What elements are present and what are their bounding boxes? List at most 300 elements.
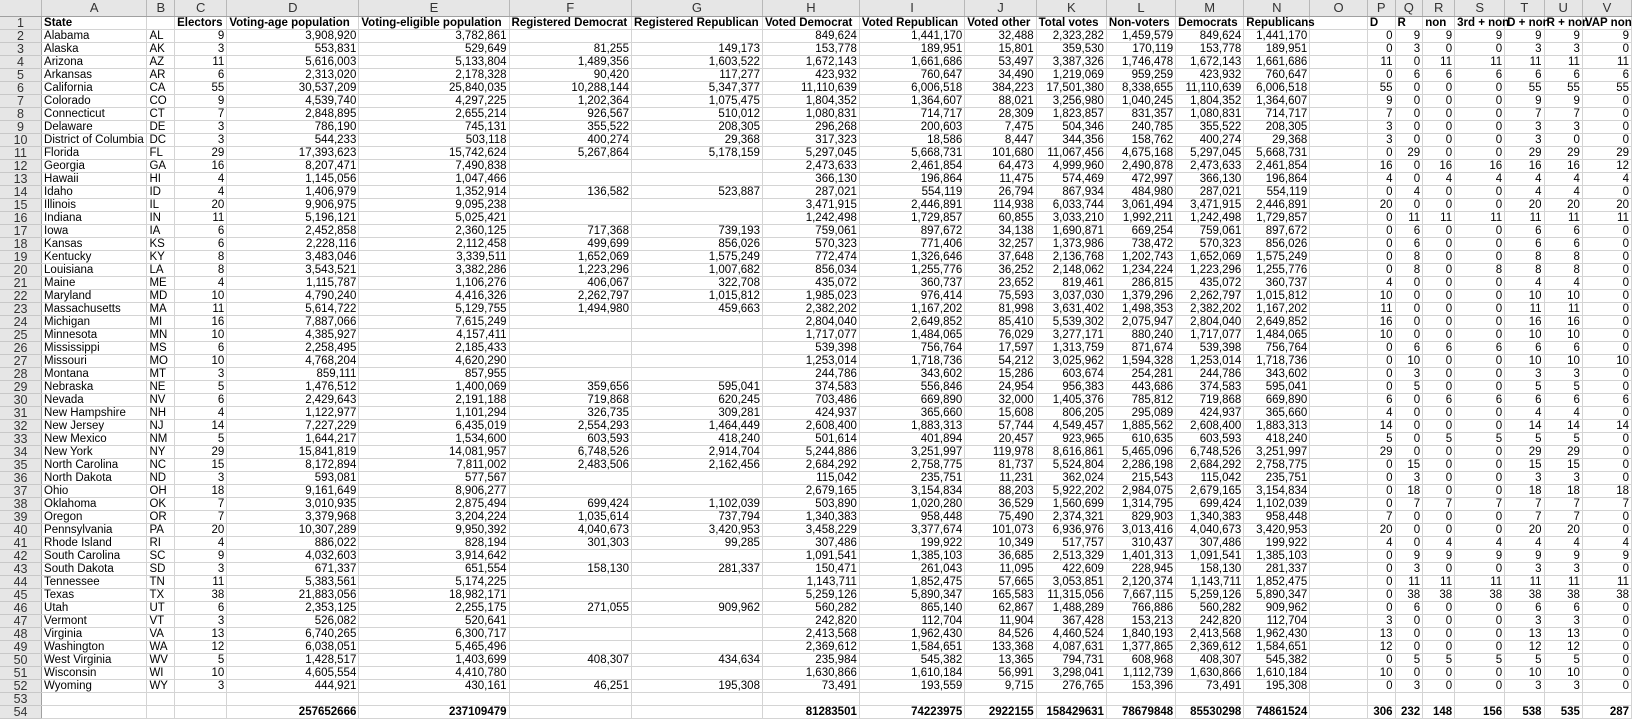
cell-t44[interactable]: 11 <box>1505 575 1544 588</box>
cell-n43[interactable]: 281,337 <box>1244 562 1310 575</box>
cell-d23[interactable]: 5,614,722 <box>227 302 359 315</box>
cell-o38[interactable] <box>1310 497 1368 510</box>
cell-l50[interactable]: 608,968 <box>1106 653 1175 666</box>
cell-b19[interactable]: KY <box>147 250 175 263</box>
cell-r26[interactable]: 6 <box>1423 341 1455 354</box>
row-header[interactable]: 14 <box>0 185 42 198</box>
cell-j38[interactable]: 36,529 <box>965 497 1036 510</box>
cell-t38[interactable]: 7 <box>1505 497 1544 510</box>
cell-s21[interactable]: 0 <box>1455 276 1505 289</box>
cell-p40[interactable]: 20 <box>1367 523 1395 536</box>
cell-t36[interactable]: 3 <box>1505 471 1544 484</box>
cell-e52[interactable]: 430,161 <box>359 679 509 692</box>
cell-l30[interactable]: 785,812 <box>1106 393 1175 406</box>
column-header-n[interactable]: N <box>1244 0 1310 16</box>
cell-d50[interactable]: 1,428,517 <box>227 653 359 666</box>
cell-u12[interactable]: 16 <box>1544 159 1582 172</box>
cell-m48[interactable]: 2,413,568 <box>1176 627 1244 640</box>
cell-v12[interactable]: 12 <box>1582 159 1631 172</box>
cell-h27[interactable]: 1,253,014 <box>762 354 859 367</box>
cell-d39[interactable]: 3,379,968 <box>227 510 359 523</box>
row-header[interactable]: 3 <box>0 42 42 55</box>
cell-b22[interactable]: MD <box>147 289 175 302</box>
cell-e45[interactable]: 18,982,171 <box>359 588 509 601</box>
cell-p30[interactable]: 6 <box>1367 393 1395 406</box>
cell-m13[interactable]: 366,130 <box>1176 172 1244 185</box>
cell-l40[interactable]: 3,013,416 <box>1106 523 1175 536</box>
cell-t48[interactable]: 13 <box>1505 627 1544 640</box>
cell-u37[interactable]: 18 <box>1544 484 1582 497</box>
cell-o48[interactable] <box>1310 627 1368 640</box>
cell-v41[interactable]: 4 <box>1582 536 1631 549</box>
cell-e16[interactable]: 5,025,421 <box>359 211 509 224</box>
cell-j16[interactable]: 60,855 <box>965 211 1036 224</box>
cell-k38[interactable]: 1,560,699 <box>1036 497 1106 510</box>
cell-v53[interactable] <box>1582 692 1631 705</box>
cell-a44[interactable]: Tennessee <box>42 575 147 588</box>
cell-n26[interactable]: 756,764 <box>1244 341 1310 354</box>
cell-p22[interactable]: 10 <box>1367 289 1395 302</box>
cell-u27[interactable]: 10 <box>1544 354 1582 367</box>
cell-o47[interactable] <box>1310 614 1368 627</box>
cell-c1[interactable]: Electors <box>175 16 227 29</box>
cell-s48[interactable]: 0 <box>1455 627 1505 640</box>
cell-r8[interactable]: 0 <box>1423 107 1455 120</box>
cell-k37[interactable]: 5,922,202 <box>1036 484 1106 497</box>
cell-v47[interactable]: 0 <box>1582 614 1631 627</box>
cell-h44[interactable]: 1,143,711 <box>762 575 859 588</box>
cell-e2[interactable]: 3,782,861 <box>359 29 509 42</box>
cell-e21[interactable]: 1,106,276 <box>359 276 509 289</box>
cell-d40[interactable]: 10,307,289 <box>227 523 359 536</box>
cell-i43[interactable]: 261,043 <box>859 562 964 575</box>
cell-q17[interactable]: 6 <box>1395 224 1423 237</box>
cell-a46[interactable]: Utah <box>42 601 147 614</box>
cell-f11[interactable]: 5,267,864 <box>509 146 631 159</box>
cell-n12[interactable]: 2,461,854 <box>1244 159 1310 172</box>
cell-d48[interactable]: 6,740,265 <box>227 627 359 640</box>
cell-d26[interactable]: 2,258,495 <box>227 341 359 354</box>
cell-j20[interactable]: 36,252 <box>965 263 1036 276</box>
cell-m5[interactable]: 423,932 <box>1176 68 1244 81</box>
cell-e13[interactable]: 1,047,466 <box>359 172 509 185</box>
cell-e3[interactable]: 529,649 <box>359 42 509 55</box>
cell-p21[interactable]: 4 <box>1367 276 1395 289</box>
row-header[interactable]: 38 <box>0 497 42 510</box>
cell-r27[interactable]: 0 <box>1423 354 1455 367</box>
cell-g1[interactable]: Registered Republican <box>631 16 762 29</box>
cell-a39[interactable]: Oregon <box>42 510 147 523</box>
cell-u54[interactable]: 535 <box>1544 705 1582 718</box>
cell-k28[interactable]: 603,674 <box>1036 367 1106 380</box>
cell-u30[interactable]: 6 <box>1544 393 1582 406</box>
cell-l37[interactable]: 2,984,075 <box>1106 484 1175 497</box>
cell-l1[interactable]: Non-voters <box>1106 16 1175 29</box>
cell-i28[interactable]: 343,602 <box>859 367 964 380</box>
cell-p43[interactable]: 0 <box>1367 562 1395 575</box>
cell-a7[interactable]: Colorado <box>42 94 147 107</box>
cell-n36[interactable]: 235,751 <box>1244 471 1310 484</box>
cell-a30[interactable]: Nevada <box>42 393 147 406</box>
cell-b8[interactable]: CT <box>147 107 175 120</box>
cell-f8[interactable]: 926,567 <box>509 107 631 120</box>
cell-d19[interactable]: 3,483,046 <box>227 250 359 263</box>
cell-a23[interactable]: Massachusetts <box>42 302 147 315</box>
cell-e43[interactable]: 651,554 <box>359 562 509 575</box>
row-header[interactable]: 44 <box>0 575 42 588</box>
cell-g6[interactable]: 5,347,377 <box>631 81 762 94</box>
cell-c25[interactable]: 10 <box>175 328 227 341</box>
cell-i47[interactable]: 112,704 <box>859 614 964 627</box>
cell-g43[interactable]: 281,337 <box>631 562 762 575</box>
cell-b2[interactable]: AL <box>147 29 175 42</box>
cell-d10[interactable]: 544,233 <box>227 133 359 146</box>
cell-m16[interactable]: 1,242,498 <box>1176 211 1244 224</box>
cell-k15[interactable]: 6,033,744 <box>1036 198 1106 211</box>
cell-t42[interactable]: 9 <box>1505 549 1544 562</box>
cell-a45[interactable]: Texas <box>42 588 147 601</box>
cell-p46[interactable]: 0 <box>1367 601 1395 614</box>
cell-l48[interactable]: 1,840,193 <box>1106 627 1175 640</box>
cell-r14[interactable]: 0 <box>1423 185 1455 198</box>
cell-l16[interactable]: 1,992,211 <box>1106 211 1175 224</box>
cell-f25[interactable] <box>509 328 631 341</box>
cell-f27[interactable] <box>509 354 631 367</box>
cell-e17[interactable]: 2,360,125 <box>359 224 509 237</box>
column-header-r[interactable]: R <box>1423 0 1455 16</box>
cell-l3[interactable]: 170,119 <box>1106 42 1175 55</box>
cell-r52[interactable]: 0 <box>1423 679 1455 692</box>
cell-q10[interactable]: 0 <box>1395 133 1423 146</box>
row-header[interactable]: 39 <box>0 510 42 523</box>
cell-s36[interactable]: 0 <box>1455 471 1505 484</box>
cell-j2[interactable]: 32,488 <box>965 29 1036 42</box>
cell-j24[interactable]: 85,410 <box>965 315 1036 328</box>
cell-o9[interactable] <box>1310 120 1368 133</box>
cell-j9[interactable]: 7,475 <box>965 120 1036 133</box>
cell-g53[interactable] <box>631 692 762 705</box>
cell-i20[interactable]: 1,255,776 <box>859 263 964 276</box>
cell-b33[interactable]: NM <box>147 432 175 445</box>
cell-e31[interactable]: 1,101,294 <box>359 406 509 419</box>
cell-k39[interactable]: 2,374,321 <box>1036 510 1106 523</box>
cell-c14[interactable]: 4 <box>175 185 227 198</box>
cell-u48[interactable]: 13 <box>1544 627 1582 640</box>
cell-s27[interactable]: 0 <box>1455 354 1505 367</box>
cell-c24[interactable]: 16 <box>175 315 227 328</box>
cell-b21[interactable]: ME <box>147 276 175 289</box>
cell-h23[interactable]: 2,382,202 <box>762 302 859 315</box>
cell-m15[interactable]: 3,471,915 <box>1176 198 1244 211</box>
row-header[interactable]: 27 <box>0 354 42 367</box>
cell-l31[interactable]: 295,089 <box>1106 406 1175 419</box>
cell-g47[interactable] <box>631 614 762 627</box>
cell-l54[interactable]: 78679848 <box>1106 705 1175 718</box>
cell-o6[interactable] <box>1310 81 1368 94</box>
row-header[interactable]: 16 <box>0 211 42 224</box>
cell-k12[interactable]: 4,999,960 <box>1036 159 1106 172</box>
cell-s15[interactable]: 0 <box>1455 198 1505 211</box>
cell-j47[interactable]: 11,904 <box>965 614 1036 627</box>
cell-p13[interactable]: 4 <box>1367 172 1395 185</box>
cell-n15[interactable]: 2,446,891 <box>1244 198 1310 211</box>
cell-j25[interactable]: 76,029 <box>965 328 1036 341</box>
cell-m9[interactable]: 355,522 <box>1176 120 1244 133</box>
cell-o34[interactable] <box>1310 445 1368 458</box>
cell-h50[interactable]: 235,984 <box>762 653 859 666</box>
cell-r6[interactable]: 0 <box>1423 81 1455 94</box>
cell-h25[interactable]: 1,717,077 <box>762 328 859 341</box>
cell-l52[interactable]: 153,396 <box>1106 679 1175 692</box>
cell-t5[interactable]: 6 <box>1505 68 1544 81</box>
cell-o50[interactable] <box>1310 653 1368 666</box>
cell-k50[interactable]: 794,731 <box>1036 653 1106 666</box>
cell-t46[interactable]: 6 <box>1505 601 1544 614</box>
cell-t8[interactable]: 7 <box>1505 107 1544 120</box>
cell-u31[interactable]: 4 <box>1544 406 1582 419</box>
cell-f36[interactable] <box>509 471 631 484</box>
cell-m51[interactable]: 1,630,866 <box>1176 666 1244 679</box>
cell-s35[interactable]: 0 <box>1455 458 1505 471</box>
cell-q14[interactable]: 4 <box>1395 185 1423 198</box>
cell-m42[interactable]: 1,091,541 <box>1176 549 1244 562</box>
cell-p32[interactable]: 14 <box>1367 419 1395 432</box>
cell-g28[interactable] <box>631 367 762 380</box>
cell-i16[interactable]: 1,729,857 <box>859 211 964 224</box>
cell-d24[interactable]: 7,887,066 <box>227 315 359 328</box>
cell-d29[interactable]: 1,476,512 <box>227 380 359 393</box>
cell-l28[interactable]: 254,281 <box>1106 367 1175 380</box>
cell-u15[interactable]: 20 <box>1544 198 1582 211</box>
cell-u35[interactable]: 15 <box>1544 458 1582 471</box>
column-header-q[interactable]: Q <box>1395 0 1423 16</box>
cell-p7[interactable]: 9 <box>1367 94 1395 107</box>
select-all-corner[interactable] <box>0 0 42 16</box>
cell-h3[interactable]: 153,778 <box>762 42 859 55</box>
cell-i27[interactable]: 1,718,736 <box>859 354 964 367</box>
cell-r1[interactable]: non <box>1423 16 1455 29</box>
cell-s14[interactable]: 0 <box>1455 185 1505 198</box>
cell-n29[interactable]: 595,041 <box>1244 380 1310 393</box>
cell-b10[interactable]: DC <box>147 133 175 146</box>
cell-f40[interactable]: 4,040,673 <box>509 523 631 536</box>
row-header[interactable]: 9 <box>0 120 42 133</box>
cell-n30[interactable]: 669,890 <box>1244 393 1310 406</box>
column-header-v[interactable]: V <box>1582 0 1631 16</box>
cell-i6[interactable]: 6,006,518 <box>859 81 964 94</box>
cell-a33[interactable]: New Mexico <box>42 432 147 445</box>
cell-c15[interactable]: 20 <box>175 198 227 211</box>
cell-b15[interactable]: IL <box>147 198 175 211</box>
cell-l27[interactable]: 1,594,328 <box>1106 354 1175 367</box>
cell-f50[interactable]: 408,307 <box>509 653 631 666</box>
cell-n2[interactable]: 1,441,170 <box>1244 29 1310 42</box>
cell-f54[interactable] <box>509 705 631 718</box>
cell-g42[interactable] <box>631 549 762 562</box>
cell-o41[interactable] <box>1310 536 1368 549</box>
cell-e54[interactable]: 237109479 <box>359 705 509 718</box>
cell-f13[interactable] <box>509 172 631 185</box>
cell-p16[interactable]: 0 <box>1367 211 1395 224</box>
cell-h19[interactable]: 772,474 <box>762 250 859 263</box>
cell-b46[interactable]: UT <box>147 601 175 614</box>
cell-l20[interactable]: 1,234,224 <box>1106 263 1175 276</box>
cell-m12[interactable]: 2,473,633 <box>1176 159 1244 172</box>
cell-s39[interactable]: 0 <box>1455 510 1505 523</box>
row-header[interactable]: 19 <box>0 250 42 263</box>
cell-c45[interactable]: 38 <box>175 588 227 601</box>
cell-f20[interactable]: 1,223,296 <box>509 263 631 276</box>
cell-l41[interactable]: 310,437 <box>1106 536 1175 549</box>
cell-k47[interactable]: 367,428 <box>1036 614 1106 627</box>
cell-m44[interactable]: 1,143,711 <box>1176 575 1244 588</box>
cell-g12[interactable] <box>631 159 762 172</box>
cell-o12[interactable] <box>1310 159 1368 172</box>
cell-r11[interactable]: 0 <box>1423 146 1455 159</box>
cell-l49[interactable]: 1,377,865 <box>1106 640 1175 653</box>
cell-d20[interactable]: 3,543,521 <box>227 263 359 276</box>
cell-o3[interactable] <box>1310 42 1368 55</box>
cell-k53[interactable] <box>1036 692 1106 705</box>
cell-t7[interactable]: 9 <box>1505 94 1544 107</box>
cell-a28[interactable]: Montana <box>42 367 147 380</box>
cell-n4[interactable]: 1,661,686 <box>1244 55 1310 68</box>
cell-k42[interactable]: 2,513,329 <box>1036 549 1106 562</box>
cell-h14[interactable]: 287,021 <box>762 185 859 198</box>
cell-q23[interactable]: 0 <box>1395 302 1423 315</box>
cell-h46[interactable]: 560,282 <box>762 601 859 614</box>
cell-n33[interactable]: 418,240 <box>1244 432 1310 445</box>
cell-d38[interactable]: 3,010,935 <box>227 497 359 510</box>
cell-m45[interactable]: 5,259,126 <box>1176 588 1244 601</box>
cell-h42[interactable]: 1,091,541 <box>762 549 859 562</box>
cell-l45[interactable]: 7,667,115 <box>1106 588 1175 601</box>
cell-c41[interactable]: 4 <box>175 536 227 549</box>
cell-m3[interactable]: 153,778 <box>1176 42 1244 55</box>
cell-j35[interactable]: 81,737 <box>965 458 1036 471</box>
row-header[interactable]: 6 <box>0 81 42 94</box>
cell-h8[interactable]: 1,080,831 <box>762 107 859 120</box>
cell-j14[interactable]: 26,794 <box>965 185 1036 198</box>
cell-h29[interactable]: 374,583 <box>762 380 859 393</box>
cell-h38[interactable]: 503,890 <box>762 497 859 510</box>
cell-s51[interactable]: 0 <box>1455 666 1505 679</box>
cell-s45[interactable]: 38 <box>1455 588 1505 601</box>
cell-e1[interactable]: Voting-eligible population <box>359 16 509 29</box>
cell-s28[interactable]: 0 <box>1455 367 1505 380</box>
cell-p52[interactable]: 0 <box>1367 679 1395 692</box>
row-header[interactable]: 41 <box>0 536 42 549</box>
cell-s5[interactable]: 6 <box>1455 68 1505 81</box>
cell-m22[interactable]: 2,262,797 <box>1176 289 1244 302</box>
cell-s12[interactable]: 16 <box>1455 159 1505 172</box>
cell-r25[interactable]: 0 <box>1423 328 1455 341</box>
cell-s43[interactable]: 0 <box>1455 562 1505 575</box>
cell-i26[interactable]: 756,764 <box>859 341 964 354</box>
row-header[interactable]: 18 <box>0 237 42 250</box>
cell-c17[interactable]: 6 <box>175 224 227 237</box>
cell-p9[interactable]: 3 <box>1367 120 1395 133</box>
cell-t29[interactable]: 5 <box>1505 380 1544 393</box>
cell-j45[interactable]: 165,583 <box>965 588 1036 601</box>
cell-f52[interactable]: 46,251 <box>509 679 631 692</box>
cell-q22[interactable]: 0 <box>1395 289 1423 302</box>
cell-e37[interactable]: 8,906,277 <box>359 484 509 497</box>
cell-e8[interactable]: 2,655,214 <box>359 107 509 120</box>
cell-i45[interactable]: 5,890,347 <box>859 588 964 601</box>
cell-g3[interactable]: 149,173 <box>631 42 762 55</box>
cell-g20[interactable]: 1,007,682 <box>631 263 762 276</box>
cell-g50[interactable]: 434,634 <box>631 653 762 666</box>
cell-i21[interactable]: 360,737 <box>859 276 964 289</box>
row-header[interactable]: 45 <box>0 588 42 601</box>
cell-e49[interactable]: 5,465,496 <box>359 640 509 653</box>
cell-r34[interactable]: 0 <box>1423 445 1455 458</box>
cell-b32[interactable]: NJ <box>147 419 175 432</box>
cell-u7[interactable]: 9 <box>1544 94 1582 107</box>
cell-l29[interactable]: 443,686 <box>1106 380 1175 393</box>
cell-j6[interactable]: 384,223 <box>965 81 1036 94</box>
cell-d30[interactable]: 2,429,643 <box>227 393 359 406</box>
cell-k49[interactable]: 4,087,631 <box>1036 640 1106 653</box>
cell-i19[interactable]: 1,326,646 <box>859 250 964 263</box>
cell-r35[interactable]: 0 <box>1423 458 1455 471</box>
cell-v39[interactable]: 0 <box>1582 510 1631 523</box>
cell-a43[interactable]: South Dakota <box>42 562 147 575</box>
cell-k9[interactable]: 504,346 <box>1036 120 1106 133</box>
cell-m43[interactable]: 158,130 <box>1176 562 1244 575</box>
cell-j13[interactable]: 11,475 <box>965 172 1036 185</box>
cell-r38[interactable]: 7 <box>1423 497 1455 510</box>
cell-t31[interactable]: 4 <box>1505 406 1544 419</box>
cell-j18[interactable]: 32,257 <box>965 237 1036 250</box>
cell-c8[interactable]: 7 <box>175 107 227 120</box>
cell-u25[interactable]: 10 <box>1544 328 1582 341</box>
cell-n50[interactable]: 545,382 <box>1244 653 1310 666</box>
cell-b9[interactable]: DE <box>147 120 175 133</box>
cell-l15[interactable]: 3,061,494 <box>1106 198 1175 211</box>
cell-d41[interactable]: 886,022 <box>227 536 359 549</box>
cell-j4[interactable]: 53,497 <box>965 55 1036 68</box>
cell-s33[interactable]: 5 <box>1455 432 1505 445</box>
cell-o15[interactable] <box>1310 198 1368 211</box>
cell-j15[interactable]: 114,938 <box>965 198 1036 211</box>
cell-e50[interactable]: 1,403,699 <box>359 653 509 666</box>
cell-d34[interactable]: 15,841,819 <box>227 445 359 458</box>
cell-j37[interactable]: 88,203 <box>965 484 1036 497</box>
cell-e22[interactable]: 4,416,326 <box>359 289 509 302</box>
column-header-s[interactable]: S <box>1455 0 1505 16</box>
cell-v35[interactable]: 0 <box>1582 458 1631 471</box>
cell-o10[interactable] <box>1310 133 1368 146</box>
cell-m23[interactable]: 2,382,202 <box>1176 302 1244 315</box>
cell-h4[interactable]: 1,672,143 <box>762 55 859 68</box>
cell-k6[interactable]: 17,501,380 <box>1036 81 1106 94</box>
cell-t40[interactable]: 20 <box>1505 523 1544 536</box>
cell-b29[interactable]: NE <box>147 380 175 393</box>
cell-m24[interactable]: 2,804,040 <box>1176 315 1244 328</box>
cell-q12[interactable]: 0 <box>1395 159 1423 172</box>
cell-q6[interactable]: 0 <box>1395 81 1423 94</box>
cell-o8[interactable] <box>1310 107 1368 120</box>
cell-l6[interactable]: 8,338,655 <box>1106 81 1175 94</box>
cell-c6[interactable]: 55 <box>175 81 227 94</box>
cell-g33[interactable]: 418,240 <box>631 432 762 445</box>
cell-g21[interactable]: 322,708 <box>631 276 762 289</box>
cell-f24[interactable] <box>509 315 631 328</box>
cell-c2[interactable]: 9 <box>175 29 227 42</box>
cell-k44[interactable]: 3,053,851 <box>1036 575 1106 588</box>
